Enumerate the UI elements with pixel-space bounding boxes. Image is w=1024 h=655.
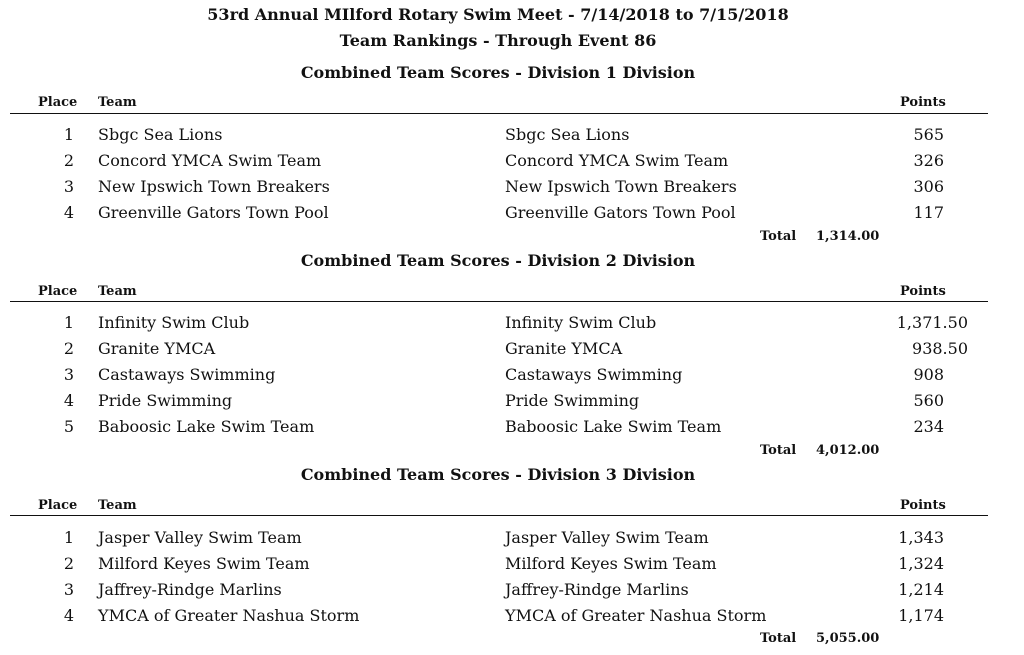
points-cell: 1,214 xyxy=(898,580,944,599)
division-3-column-header xyxy=(0,496,1024,516)
place-cell: 2 xyxy=(63,151,74,170)
team-cell: Milford Keyes Swim Team xyxy=(98,554,310,573)
team-cell: Baboosic Lake Swim Team xyxy=(98,417,315,436)
points-header: Points xyxy=(900,498,946,513)
team-full-cell: Jasper Valley Swim Team xyxy=(505,528,709,547)
division-2-title: Combined Team Scores - Division 2 Division xyxy=(300,251,696,270)
team-cell: Greenville Gators Town Pool xyxy=(98,203,329,222)
place-cell: 1 xyxy=(63,528,74,547)
team-cell: Infinity Swim Club xyxy=(98,313,250,332)
points-cell: 234 xyxy=(913,417,944,436)
team-full-cell: Concord YMCA Swim Team xyxy=(505,151,729,170)
points-cell: 1,174 xyxy=(898,606,944,625)
total-value: 4,012.00 xyxy=(816,443,880,458)
points-cell: 1,324 xyxy=(898,554,944,573)
team-full-cell: Sbgc Sea Lions xyxy=(505,125,630,144)
place-cell: 5 xyxy=(63,417,74,436)
points-cell: 326 xyxy=(913,151,944,170)
team-full-cell: Baboosic Lake Swim Team xyxy=(505,417,722,436)
place-cell: 3 xyxy=(63,580,74,599)
division-3-title: Combined Team Scores - Division 3 Division xyxy=(300,465,696,484)
total-value: 1,314.00 xyxy=(816,229,880,244)
place-header: Place xyxy=(38,95,78,110)
division-2-header-rule xyxy=(10,301,988,302)
team-cell: Concord YMCA Swim Team xyxy=(98,151,322,170)
table-row xyxy=(0,525,1024,551)
division-1-column-header xyxy=(0,93,1024,113)
points-cell: 306 xyxy=(913,177,944,196)
division-1-header-rule xyxy=(10,113,988,114)
place-cell: 1 xyxy=(63,125,74,144)
place-cell: 3 xyxy=(63,177,74,196)
table-row xyxy=(0,174,1024,200)
place-cell: 2 xyxy=(63,339,74,358)
team-cell: New Ipswich Town Breakers xyxy=(98,177,330,196)
division-2-column-header xyxy=(0,282,1024,302)
points-cell: 1,371.50 xyxy=(896,313,968,332)
team-cell: YMCA of Greater Nashua Storm xyxy=(98,606,360,625)
team-full-cell: Greenville Gators Town Pool xyxy=(505,203,736,222)
place-header: Place xyxy=(38,498,78,513)
points-cell: 1,343 xyxy=(898,528,944,547)
table-row xyxy=(0,336,1024,362)
team-cell: Jasper Valley Swim Team xyxy=(98,528,302,547)
points-header: Points xyxy=(900,284,946,299)
division-1-title: Combined Team Scores - Division 1 Division xyxy=(300,63,696,82)
points-cell: 560 xyxy=(913,391,944,410)
total-label: Total xyxy=(760,443,797,458)
team-header: Team xyxy=(98,284,137,299)
division-2-total xyxy=(0,443,1024,461)
division-3-total xyxy=(0,631,1024,649)
team-cell: Pride Swimming xyxy=(98,391,233,410)
team-header: Team xyxy=(98,95,137,110)
place-cell: 4 xyxy=(63,203,74,222)
place-cell: 3 xyxy=(63,365,74,384)
points-header: Points xyxy=(900,95,946,110)
team-full-cell: YMCA of Greater Nashua Storm xyxy=(505,606,767,625)
team-full-cell: New Ipswich Town Breakers xyxy=(505,177,737,196)
total-value: 5,055.00 xyxy=(816,631,880,646)
total-label: Total xyxy=(760,229,797,244)
table-row xyxy=(0,388,1024,414)
table-row xyxy=(0,577,1024,603)
table-row xyxy=(0,414,1024,440)
place-cell: 4 xyxy=(63,391,74,410)
points-cell: 938.50 xyxy=(912,339,968,358)
team-full-cell: Milford Keyes Swim Team xyxy=(505,554,717,573)
table-row xyxy=(0,148,1024,174)
team-full-cell: Pride Swimming xyxy=(505,391,640,410)
points-cell: 908 xyxy=(913,365,944,384)
meet-title: 53rd Annual MIlford Rotary Swim Meet - 7/14/2018 to 7/15/2018 xyxy=(207,5,789,24)
team-full-cell: Castaways Swimming xyxy=(505,365,683,384)
team-cell: Jaffrey-Rindge Marlins xyxy=(98,580,282,599)
points-cell: 117 xyxy=(913,203,944,222)
report-subtitle: Team Rankings - Through Event 86 xyxy=(339,31,657,50)
table-row xyxy=(0,603,1024,629)
place-header: Place xyxy=(38,284,78,299)
team-full-cell: Infinity Swim Club xyxy=(505,313,657,332)
team-full-cell: Granite YMCA xyxy=(505,339,623,358)
team-full-cell: Jaffrey-Rindge Marlins xyxy=(505,580,689,599)
division-3-header-rule xyxy=(10,515,988,516)
team-cell: Castaways Swimming xyxy=(98,365,276,384)
total-label: Total xyxy=(760,631,797,646)
table-row xyxy=(0,200,1024,226)
table-row xyxy=(0,122,1024,148)
place-cell: 4 xyxy=(63,606,74,625)
points-cell: 565 xyxy=(913,125,944,144)
team-cell: Sbgc Sea Lions xyxy=(98,125,223,144)
table-row xyxy=(0,551,1024,577)
team-header: Team xyxy=(98,498,137,513)
division-1-total xyxy=(0,229,1024,247)
table-row xyxy=(0,310,1024,336)
place-cell: 2 xyxy=(63,554,74,573)
table-row xyxy=(0,362,1024,388)
place-cell: 1 xyxy=(63,313,74,332)
team-cell: Granite YMCA xyxy=(98,339,216,358)
